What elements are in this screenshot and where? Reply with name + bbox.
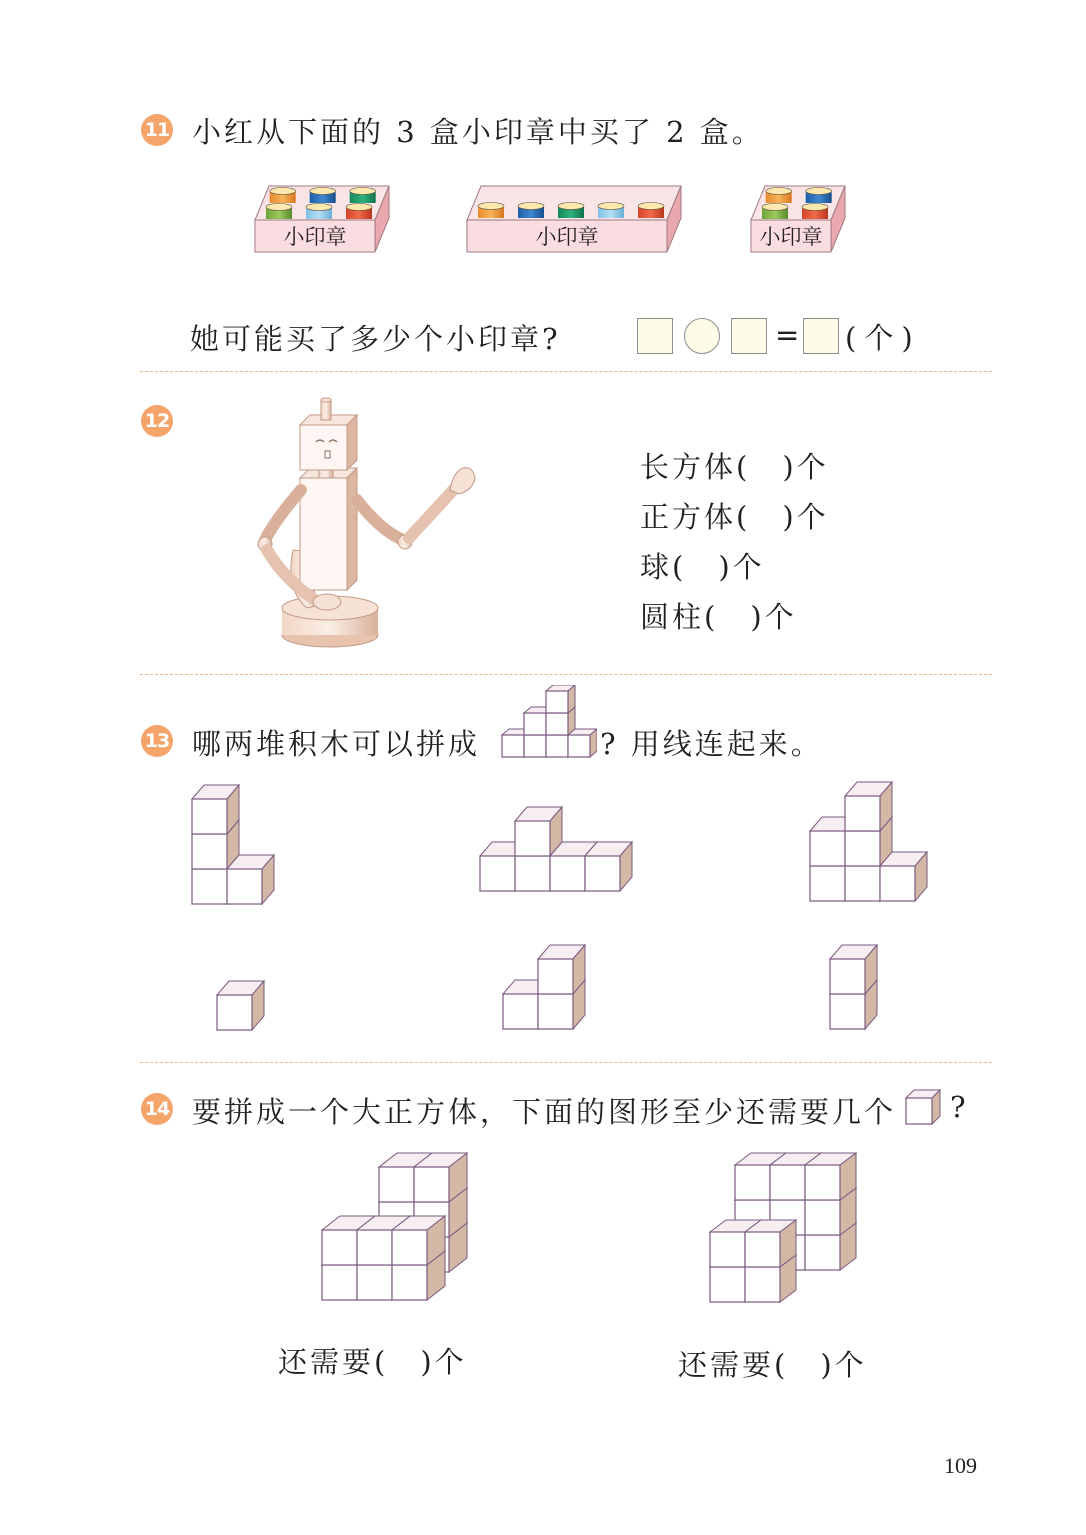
- question-13-text-end: ? 用线连起来。: [600, 727, 823, 761]
- target-block-shape: [497, 685, 597, 760]
- unit-cube[interactable]: [906, 1090, 940, 1124]
- equals-sign: =: [775, 318, 803, 352]
- stamp-boxes-illustration: [245, 178, 865, 258]
- answer-box-2[interactable]: [731, 318, 767, 354]
- pile-bottom-1[interactable]: [217, 981, 264, 1030]
- stamp-box-3: [751, 186, 845, 252]
- cube: [845, 782, 892, 831]
- question-11-prompt: 她可能买了多少个小印章?: [190, 322, 561, 356]
- stamp-box-label: 小印章: [759, 225, 823, 249]
- stamp-box-label: 小印章: [535, 225, 599, 249]
- small-cube-icon: [902, 1086, 944, 1128]
- cube: [192, 785, 239, 834]
- cube: [217, 981, 264, 1030]
- answer-14-left: 还需要( )个: [278, 1345, 467, 1379]
- shape-count-cylinder: 圆柱( )个: [640, 600, 797, 634]
- answer-14-right: 还需要( )个: [678, 1348, 867, 1382]
- incomplete-cube-figures: [0, 1140, 1086, 1320]
- stamp-box-label: 小印章: [283, 225, 347, 249]
- figure-left-front[interactable]: [322, 1216, 445, 1300]
- question-number-12: 12: [141, 405, 173, 437]
- cube: [830, 945, 877, 994]
- block-piles: [0, 770, 1086, 1060]
- cube: [568, 729, 597, 757]
- pile-top-3[interactable]: [810, 782, 927, 901]
- robot-illustration: [245, 390, 495, 655]
- shape-count-sphere: 球( )个: [640, 550, 765, 584]
- pile-bottom-3[interactable]: [830, 945, 877, 1029]
- cube: [805, 1153, 856, 1200]
- stamp-box-1: [255, 186, 389, 252]
- answer-box-1[interactable]: [637, 318, 673, 354]
- question-11-text: 小红从下面的 3 盒小印章中买了 2 盒。: [192, 115, 764, 149]
- answer-box-3[interactable]: [803, 318, 839, 354]
- stamp-box-2: [467, 186, 681, 252]
- question-number-14: 14: [141, 1093, 173, 1125]
- page-number: 109: [944, 1453, 977, 1478]
- figure-right[interactable]: [710, 1153, 856, 1302]
- stamp-boxes: [255, 186, 845, 252]
- pile-bottom-2[interactable]: [503, 945, 585, 1029]
- cube: [880, 852, 927, 901]
- cube: [227, 855, 274, 904]
- shape-count-cube: 正方体( )个: [640, 500, 829, 534]
- target-pile[interactable]: [502, 685, 597, 757]
- cube: [392, 1216, 445, 1265]
- separator-1: [140, 371, 992, 372]
- cube: [585, 842, 632, 891]
- question-14-text-end: ?: [950, 1090, 969, 1124]
- separator-2: [140, 674, 992, 675]
- unit-label: (个): [845, 321, 921, 355]
- cube: [745, 1220, 796, 1267]
- question-number-11: 11: [141, 114, 173, 146]
- operator-circle[interactable]: [684, 318, 720, 354]
- cube: [515, 807, 562, 856]
- cube: [538, 945, 585, 994]
- figure-right-front[interactable]: [710, 1220, 796, 1302]
- question-13-text-start: 哪两堆积木可以拼成: [192, 727, 481, 761]
- figure-left[interactable]: [322, 1153, 467, 1300]
- cube: [546, 685, 575, 713]
- question-number-13: 13: [141, 725, 173, 757]
- pile-top-2[interactable]: [480, 807, 632, 891]
- question-14-text-start: 要拼成一个大正方体，下面的图形至少还需要几个: [192, 1095, 897, 1129]
- separator-3: [140, 1062, 992, 1063]
- pile-top-1[interactable]: [192, 785, 274, 904]
- cube: [414, 1153, 467, 1202]
- shape-count-cuboid: 长方体( )个: [640, 450, 829, 484]
- cube: [906, 1090, 940, 1124]
